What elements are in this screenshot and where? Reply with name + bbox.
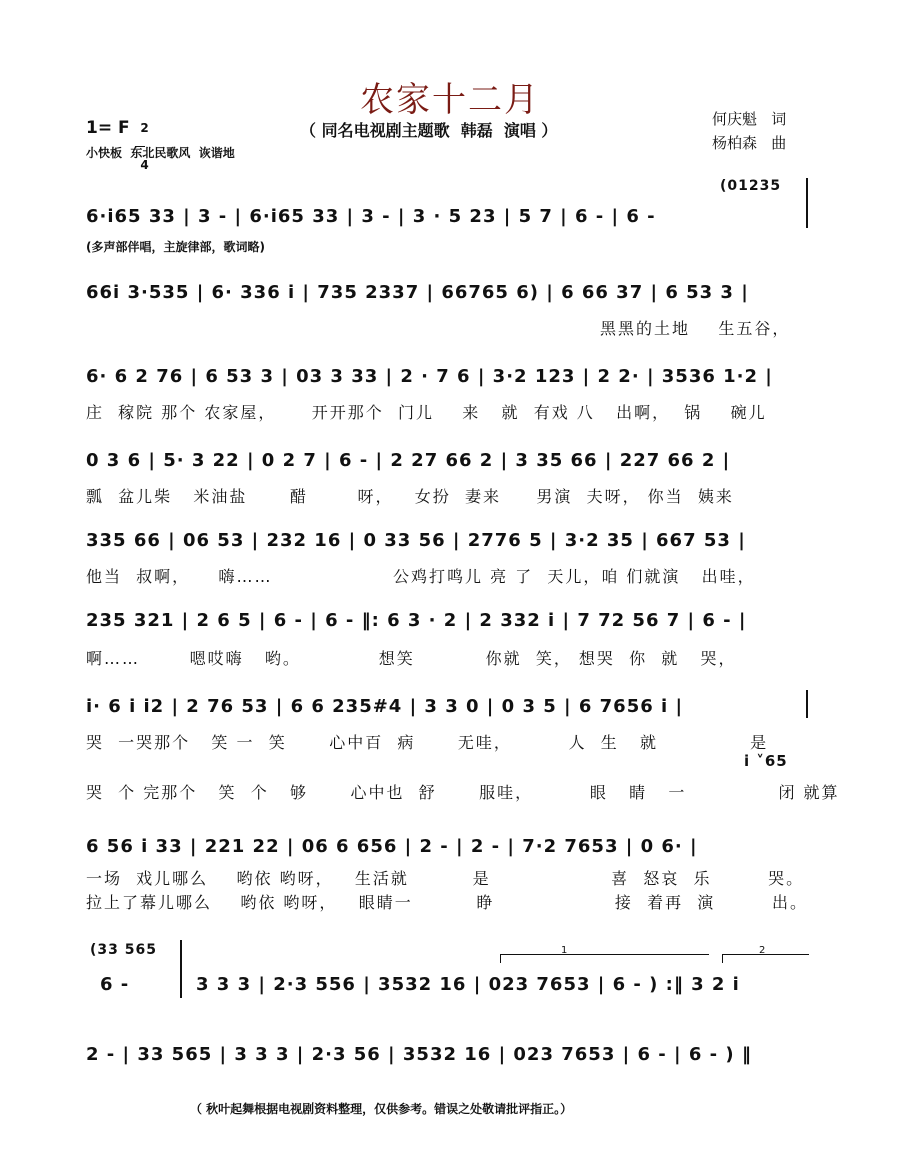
first-ending-bracket xyxy=(500,945,709,963)
lyric-row-2: 黑黑的土地 生五谷， xyxy=(600,319,791,338)
intro-notes: (33 565 xyxy=(90,942,157,958)
score-row-7: i· 6 i i2 | 2 76 53 | 6 6 235#4 | 3 3 0 | 0 3 5 | 6 7656 i | xyxy=(86,696,684,717)
key-signature: 1= F xyxy=(86,118,130,138)
score-row-2: 66i 3·535 | 6· 336 i | 735 2337 | 66765 6) | 6 66 37 | 6 53 3 | xyxy=(86,282,749,303)
bar-line xyxy=(806,690,808,718)
bar-line xyxy=(806,178,808,228)
time-bottom: 4 xyxy=(140,158,149,172)
subtitle: （ 同名电视剧主题歌 韩磊 演唱 ） xyxy=(300,121,558,140)
score-row-4: 0 3 6 | 5· 3 22 | 0 2 7 | 6 - | 2 27 66 2 | 3 35 66 | 227 66 2 | xyxy=(86,450,731,471)
bar-line xyxy=(180,940,182,998)
score-row-5: 335 66 | 06 53 | 232 16 | 0 33 56 | 2776 5 | 3·2 35 | 667 53 | xyxy=(86,530,746,551)
lyric-row-7: 哭 一哭那个 笑 一 笑 心中百 病 无哇， 人 生 就 是 xyxy=(86,733,769,752)
lyric-row-8: 哭 个 完那个 笑 个 够 心中也 舒 服哇， 眼 睛 一 闭 就算 xyxy=(86,783,840,802)
lyric-row-9b: 拉上了幕儿哪么 哟依 哟呀， 眼睛一 睁 接 着再 演 出。 xyxy=(86,893,808,912)
intro-sustain: 6 - xyxy=(100,974,130,995)
variant-notes: i ˅65 xyxy=(744,752,788,770)
score-row-3: 6· 6 2 76 | 6 53 3 | 03 3 33 | 2 · 7 6 | 3·2 123 | 2 2· | 3536 1·2 | xyxy=(86,366,773,387)
lyric-row-5: 他当 叔啊， 嗨…… 公鸡打鸣儿 亮 了 天儿，咱 们就演 出哇， xyxy=(86,567,756,586)
composer-credit: 杨柏森 曲 xyxy=(712,134,787,152)
score-row-11: 2 - | 33 565 | 3 3 3 | 2·3 56 | 3532 16 | 023 7653 | 6 - | 6 - ) ‖ xyxy=(86,1044,752,1065)
time-top: 2 xyxy=(140,121,149,135)
score-row-9: 6 56 i 33 | 221 22 | 06 6 656 | 2 - | 2 - | 7·2 7653 | 0 6· | xyxy=(86,836,698,857)
second-ending-bracket xyxy=(722,945,809,963)
ending-2-label: 2 xyxy=(759,945,766,956)
lyric-row-6: 啊…… 嗯哎嗨 哟。 想笑 你就 笑， 想哭 你 就 哭， xyxy=(86,649,737,668)
lyric-row-4: 瓢 盆儿柴 米油盐 醋 呀， 女扮 妻来 男演 夫呀， 你当 姨来 xyxy=(86,487,734,506)
ending-1-label: 1 xyxy=(561,945,568,956)
lyric-row-3: 庄 稼院 那个 农家屋， 开开那个 门儿 来 就 有戏 八 出啊， 锅 碗儿 xyxy=(86,403,767,422)
pickup-notes: (01235 xyxy=(720,178,782,194)
lyric-row-9a: 一场 戏儿哪么 哟依 哟呀， 生活就 是 喜 怒哀 乐 哭。 xyxy=(86,869,805,888)
tempo-style: 小快板 东北民歌风 诙谐地 xyxy=(86,146,235,160)
time-signature xyxy=(132,110,149,171)
score-row-6: 235 321 | 2 6 5 | 6 - | 6 - ‖: 6 3 · 2 | 2 332 i | 7 72 56 7 | 6 - | xyxy=(86,610,747,631)
source-note: （ 秋叶起舞根据电视剧资料整理，仅供参考。错误之处敬请批评指正。） xyxy=(190,1102,573,1116)
row-1-note: (多声部伴唱，主旋律部，歌词略) xyxy=(86,240,265,254)
song-title: 农家十二月 xyxy=(360,80,540,120)
lyricist-credit: 何庆魁 词 xyxy=(712,110,787,128)
score-row-10: 3 3 3 | 2·3 556 | 3532 16 | 023 7653 | 6 - ) :‖ 3 2 i xyxy=(196,974,740,995)
score-row-1: 6·i65 33 | 3 - | 6·i65 33 | 3 - | 3 · 5 23 | 5 7 | 6 - | 6 - xyxy=(86,206,656,227)
